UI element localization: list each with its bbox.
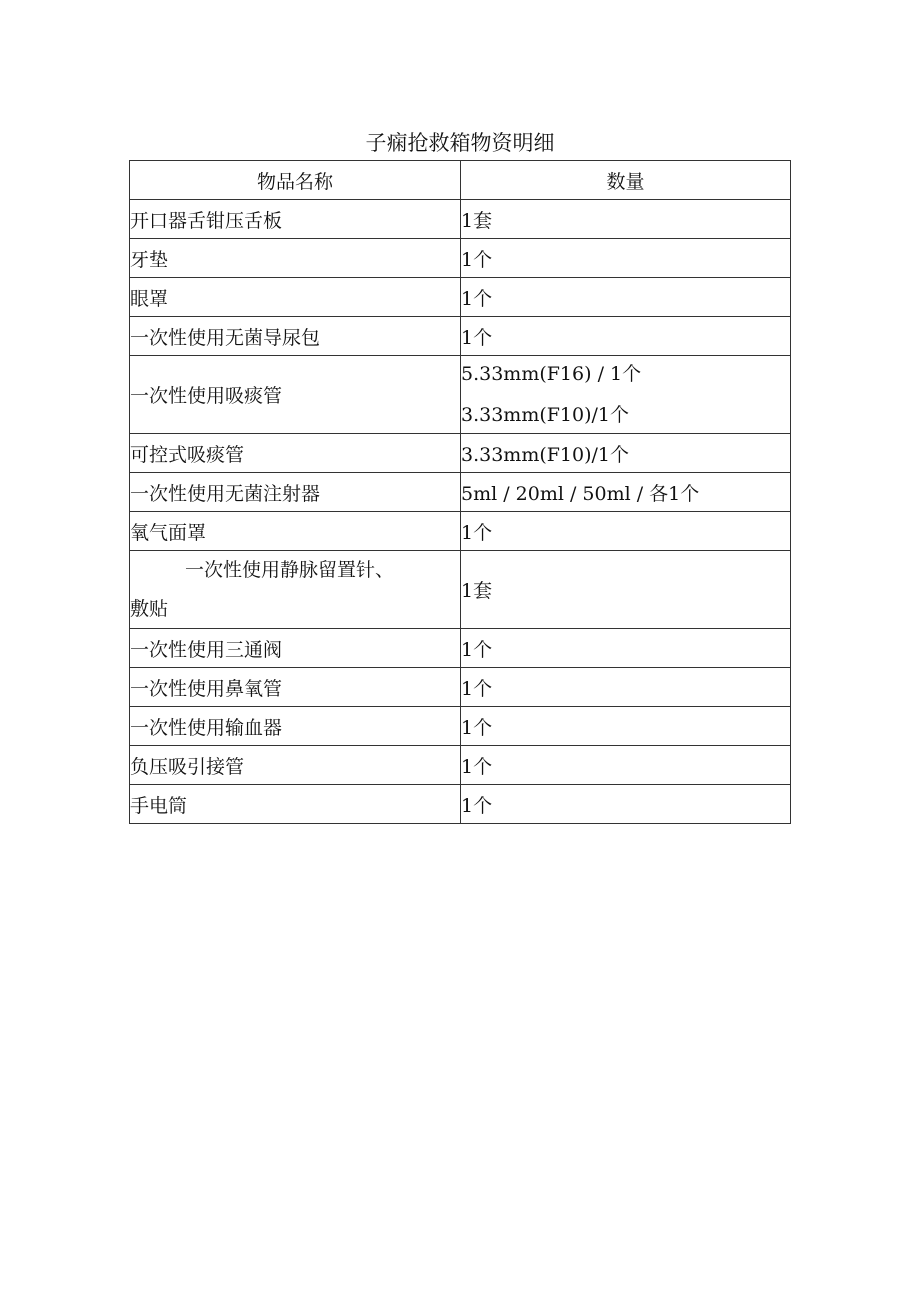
table-row xyxy=(130,200,791,239)
table-row xyxy=(130,434,791,473)
item-name-line: 敷贴 xyxy=(130,598,169,620)
page-title: 子痫抢救箱物资明细 xyxy=(365,131,555,155)
item-name: 一次性使用吸痰管 xyxy=(130,356,461,434)
item-name: 一次性使用三通阀 xyxy=(130,629,461,668)
table-row xyxy=(130,707,791,746)
item-name: 氧气面罩 xyxy=(130,512,461,551)
item-quantity: 1个 xyxy=(461,785,791,824)
item-name: 可控式吸痰管 xyxy=(130,434,461,473)
item-name: 眼罩 xyxy=(130,278,461,317)
item-name: 一次性使用无菌注射器 xyxy=(130,473,461,512)
table-row xyxy=(130,551,791,629)
item-quantity: 1个 xyxy=(461,239,791,278)
item-quantity: 1个 xyxy=(461,746,791,785)
item-quantity: 1个 xyxy=(461,317,791,356)
item-name: 一次性使用鼻氧管 xyxy=(130,668,461,707)
item-name-line: 一次性使用静脉留置针、 xyxy=(185,559,395,581)
item-name: 开口器舌钳压舌板 xyxy=(130,200,461,239)
item-name: 手电筒 xyxy=(130,785,461,824)
item-quantity: 5ml / 20ml / 50ml / 各1个 xyxy=(461,473,791,512)
quantity-line: 3.33mm(F10)/1个 xyxy=(461,404,630,426)
table-row xyxy=(130,278,791,317)
item-name: 一次性使用输血器 xyxy=(130,707,461,746)
table-row xyxy=(130,629,791,668)
item-quantity: 1个 xyxy=(461,512,791,551)
table-row xyxy=(130,473,791,512)
item-quantity: 1个 xyxy=(461,278,791,317)
header-item-name: 物品名称 xyxy=(130,161,461,200)
table-row xyxy=(130,746,791,785)
table-row xyxy=(130,317,791,356)
item-quantity: 1个 xyxy=(461,707,791,746)
table-header-row xyxy=(130,161,791,200)
item-quantity xyxy=(461,356,791,434)
item-quantity: 1个 xyxy=(461,629,791,668)
table-row xyxy=(130,512,791,551)
supply-table xyxy=(129,160,791,824)
item-name xyxy=(130,551,461,629)
item-quantity: 1套 xyxy=(461,551,791,629)
item-name: 一次性使用无菌导尿包 xyxy=(130,317,461,356)
table-row xyxy=(130,668,791,707)
quantity-line: 5.33mm(F16) / 1个 xyxy=(461,363,642,385)
item-quantity: 3.33mm(F10)/1个 xyxy=(461,434,791,473)
item-quantity: 1个 xyxy=(461,668,791,707)
item-name: 牙垫 xyxy=(130,239,461,278)
table-row xyxy=(130,356,791,434)
table-row xyxy=(130,239,791,278)
item-quantity: 1套 xyxy=(461,200,791,239)
item-name: 负压吸引接管 xyxy=(130,746,461,785)
table-row xyxy=(130,785,791,824)
header-quantity: 数量 xyxy=(461,161,791,200)
